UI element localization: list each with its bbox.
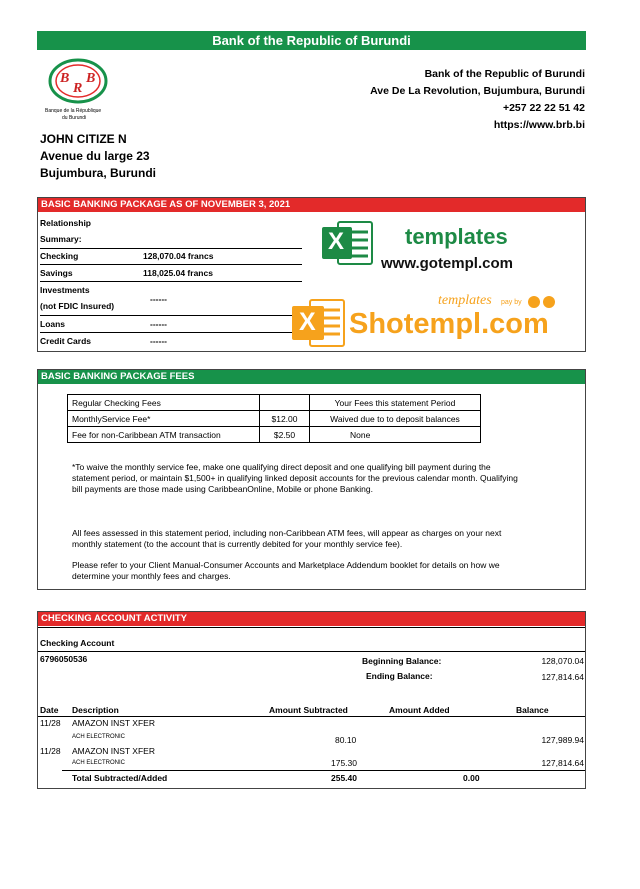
header-title: Bank of the Republic of Burundi xyxy=(37,31,586,50)
table-row xyxy=(68,427,481,443)
svg-text:du Burundi: du Burundi xyxy=(62,115,87,121)
divider xyxy=(38,716,585,717)
row1-subtracted: 80.10 xyxy=(335,735,357,745)
col-balance: Balance xyxy=(516,705,549,715)
account-number: 6796050536 xyxy=(40,654,88,664)
bank-website[interactable]: https://www.brb.bi xyxy=(493,119,585,131)
credit-cards-value: ------ xyxy=(150,336,167,346)
checking-label: Checking xyxy=(40,251,79,261)
row1-sub: ACH ELECTRONIC xyxy=(72,734,126,740)
bank-name: Bank of the Republic of Burundi xyxy=(424,68,585,80)
divider xyxy=(40,281,302,282)
activity-heading: CHECKING ACCOUNT ACTIVITY xyxy=(38,612,585,626)
col-amount-added: Amount Added xyxy=(389,705,450,715)
table-cell: Your Fees this statement Period xyxy=(310,395,481,411)
fdic-label: (not FDIC Insured) xyxy=(40,301,115,311)
credit-cards-label: Credit Cards xyxy=(40,336,92,346)
watermark-templates: templates xyxy=(405,224,508,249)
divider xyxy=(40,264,302,265)
table-cell: Fee for non-Caribbean ATM transaction xyxy=(68,427,260,443)
divider xyxy=(40,332,302,333)
bank-phone: +257 22 22 51 42 xyxy=(502,102,585,114)
svg-text:Banque de la République: Banque de la République xyxy=(45,108,102,114)
svg-text:R: R xyxy=(73,81,83,96)
total-label: Total Subtracted/Added xyxy=(72,773,168,783)
total-added: 0.00 xyxy=(463,773,480,783)
table-cell: None xyxy=(310,427,481,443)
table-row xyxy=(68,395,481,411)
watermark-payby: pay by xyxy=(501,299,522,306)
customer-street: Avenue du large 23 xyxy=(40,149,150,163)
fees-paragraph-refer: Please refer to your Client Manual-Consumer Accounts and Marketplace Addendum booklet for details on how we determine your monthly fees and charges. xyxy=(72,560,500,581)
fees-paragraph-waive: *To waive the monthly service fee, make one qualifying direct deposit and one qualifying bill payment during the statement period, or maintain $1,500+ in qualifying linked deposit accounts for the previous calendar month. Qualifying bill payments are those made using CaribbeanOnline, Mobile or phone Banking. xyxy=(72,462,518,494)
divider xyxy=(38,651,585,652)
col-amount-subtracted: Amount Subtracted xyxy=(269,705,348,715)
fees-paragraph-assessed: All fees assessed in this statement period, including non-Caribbean ATM fees, will appear as charges on your next monthly statement (to the account that is currently debited for your monthly service fee). xyxy=(72,528,502,549)
customer-city: Bujumbura, Burundi xyxy=(40,166,156,180)
investments-value: ------ xyxy=(150,294,167,304)
table-cell: $2.50 xyxy=(260,427,310,443)
table-row xyxy=(68,411,481,427)
col-description: Description xyxy=(72,705,119,715)
watermark-shotempl: Shotempl.com xyxy=(349,308,549,340)
bank-logo xyxy=(42,56,130,126)
table-cell xyxy=(260,395,310,411)
customer-block xyxy=(40,131,156,182)
paypal-icon xyxy=(543,296,555,308)
ending-balance-value: 127,814.64 xyxy=(541,672,584,682)
excel-x: X xyxy=(328,228,345,255)
shotempl-icon xyxy=(290,296,348,355)
summary-section xyxy=(37,197,586,352)
total-subtracted: 255.40 xyxy=(331,773,357,783)
loans-label: Loans xyxy=(40,319,66,329)
savings-label: Savings xyxy=(40,268,73,278)
divider xyxy=(40,315,302,316)
table-cell: $12.00 xyxy=(260,411,310,427)
table-cell: Waived due to to deposit balances xyxy=(310,411,481,427)
summary-heading: BASIC BANKING PACKAGE AS OF NOVEMBER 3, 2021 xyxy=(38,198,585,212)
excel-icon xyxy=(320,218,376,273)
divider xyxy=(38,627,585,628)
row1-date: 11/28 xyxy=(40,718,61,728)
fees-table xyxy=(67,394,481,443)
summary-label: Summary: xyxy=(40,234,82,244)
bank-address: Ave De La Revolution, Bujumbura, Burundi xyxy=(370,85,585,97)
row1-desc: AMAZON INST XFER xyxy=(72,718,155,728)
shotempl-x: X xyxy=(299,308,316,336)
watermark-url: www.gotempl.com xyxy=(381,255,513,272)
svg-text:B: B xyxy=(60,71,70,86)
checking-value: 128,070.04 francs xyxy=(143,251,214,261)
account-label: Checking Account xyxy=(40,638,115,648)
row2-desc: AMAZON INST XFER xyxy=(72,746,155,756)
row1-balance: 127,989.94 xyxy=(541,735,584,745)
col-date: Date xyxy=(40,705,59,715)
ending-balance-label: Ending Balance: xyxy=(366,671,433,681)
fees-heading: BASIC BANKING PACKAGE FEES xyxy=(38,370,585,384)
row2-balance: 127,814.64 xyxy=(541,758,584,768)
loans-value: ------ xyxy=(150,319,167,329)
relationship-label: Relationship xyxy=(40,218,92,228)
bitcoin-icon xyxy=(528,296,540,308)
divider xyxy=(62,770,585,771)
svg-text:B: B xyxy=(86,71,96,86)
customer-name: JOHN CITIZE N xyxy=(40,132,127,146)
divider xyxy=(40,248,302,249)
beginning-balance-value: 128,070.04 xyxy=(541,656,584,666)
row2-sub: ACH ELECTRONIC xyxy=(72,760,126,766)
table-cell: MonthlyService Fee* xyxy=(68,411,260,427)
row2-subtracted: 175.30 xyxy=(331,758,357,768)
bank-address-block xyxy=(370,66,585,134)
watermark-script: templates xyxy=(438,293,492,308)
investments-label: Investments xyxy=(40,285,90,295)
row2-date: 11/28 xyxy=(40,746,61,756)
savings-value: 118,025.04 francs xyxy=(143,268,213,278)
beginning-balance-label: Beginning Balance: xyxy=(362,656,442,666)
table-cell: Regular Checking Fees xyxy=(68,395,260,411)
